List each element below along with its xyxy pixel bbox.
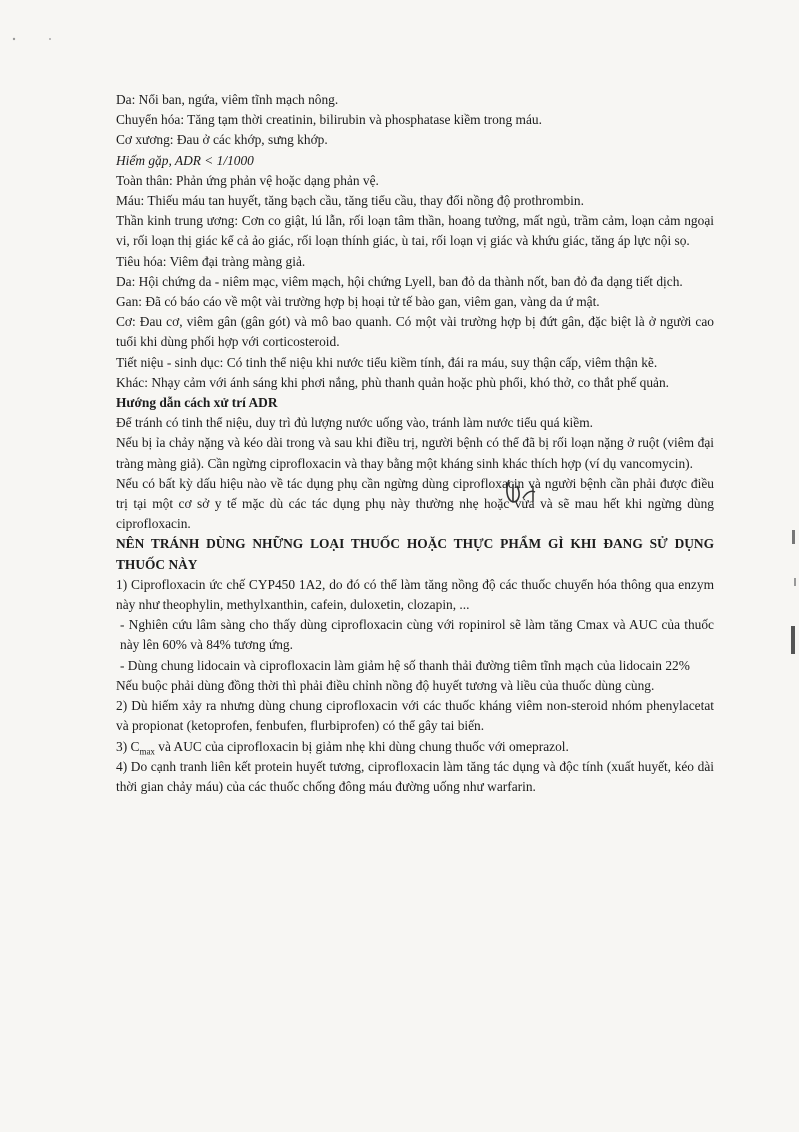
scan-dot-mark xyxy=(10,34,60,44)
text-liver: Gan: Đã có báo cáo về một vài trường hợp bị hoại tử tế bào gan, viêm gan, vàng da ứ mật. xyxy=(116,294,600,310)
text-interaction-2: 2) Dù hiếm xảy ra nhưng dùng chung ciprofloxacin với các thuốc kháng viêm non-steroid nhóm phenylacetat và propionat (ketoprofen, fenbufen, flurbiprofen) có thể gây tai biến. xyxy=(116,698,714,734)
document-page xyxy=(116,90,714,797)
text-muscle: Cơ: Đau cơ, viêm gân (gân gót) và mô bao quanh. Có một vài trường hợp bị đứt gân, đặc biệt là ở người cao tuổi khi dùng phối hợp với corticosteroid. xyxy=(116,314,714,350)
text-cns: Thần kinh trung ương: Cơn co giật, lú lẫn, rối loạn tâm thần, hoang tưởng, mất ngủ, trầm cảm, loạn cảm ngoại vi, rối loạn thị giác kể cả ảo giác, rối loạn thính giác, ù tai, rối loạn vị giác và khứu giác, tăng áp lực nội sọ. xyxy=(116,213,714,249)
text-adr-2: Nếu bị ỉa chảy nặng và kéo dài trong và sau khi điều trị, người bệnh có thể đã bị rối loạn nặng ở ruột (viêm đại tràng màng giả). Cần ngừng ciprofloxacin và thay bằng một kháng sinh khác thích hợp (ví dụ vancomycin). xyxy=(116,435,714,471)
text-metabolism: Chuyển hóa: Tăng tạm thời creatinin, bilirubin và phosphatase kiềm trong máu. xyxy=(116,112,542,128)
text-interaction-1a: - Nghiên cứu lâm sàng cho thấy dùng ciprofloxacin cùng với ropinirol sẽ làm tăng Cmax và AUC của thuốc này lên 60% và 84% tương ứng. xyxy=(120,617,714,653)
text-adr-3: Nếu có bất kỳ dấu hiệu nào về tác dụng phụ cần ngừng dùng ciprofloxacin và người bệnh cần phải được điều trị tại một cơ sở y tế mặc dù các tác dụng phụ này thường nhẹ hoặc vừa và sẽ mau hết khi ngừng dùng ciprofloxacin. xyxy=(116,475,714,532)
text-interaction-4: 4) Do cạnh tranh liên kết protein huyết tương, ciprofloxacin làm tăng tác dụng và độc tính (xuất huyết, kéo dài thời gian chảy máu) của các thuốc chống đông máu đường uống như warfarin. xyxy=(116,758,714,794)
section-heading-avoid: NÊN TRÁNH DÙNG NHỮNG LOẠI THUỐC HOẶC THỰC PHẨM GÌ KHI ĐANG SỬ DỤNG THUỐC NÀY xyxy=(116,536,714,572)
text-skin-rare: Da: Hội chứng da - niêm mạc, viêm mạch, hội chứng Lyell, ban đỏ da thành nốt, ban đỏ đa dạng tiết dịch. xyxy=(116,273,683,289)
text-other: Khác: Nhạy cảm với ánh sáng khi phơi nắng, phù thanh quản hoặc phù phổi, khó thở, co thắt phế quản. xyxy=(116,374,670,390)
text-systemic: Toàn thân: Phản ứng phản vệ hoặc dạng phản vệ. xyxy=(116,172,379,188)
handwritten-signature xyxy=(503,476,545,506)
cmax-prefix: 3) C xyxy=(116,738,140,754)
text-interaction-note: Nếu buộc phải dùng đồng thời thì phải điều chỉnh nồng độ huyết tương và liều của thuốc dùng cùng. xyxy=(116,677,655,693)
text-interaction-1b: - Dùng chung lidocain và ciprofloxacin làm giảm hệ số thanh thải đường tiêm tĩnh mạch của lidocain 22% xyxy=(120,657,690,673)
scan-edge-mark xyxy=(788,530,799,680)
text-skin: Da: Nổi ban, ngứa, viêm tĩnh mạch nông. xyxy=(116,92,339,107)
text-urogenital: Tiết niệu - sinh dục: Có tinh thể niệu khi nước tiểu kiềm tính, đái ra máu, suy thận cấp, viêm thận kẽ. xyxy=(116,354,658,370)
text-digestive: Tiêu hóa: Viêm đại tràng màng giả. xyxy=(116,253,306,269)
section-heading-adr: Hướng dẫn cách xử trí ADR xyxy=(116,395,278,411)
cmax-subscript: max xyxy=(139,746,155,757)
text-rare-subheading: Hiếm gặp, ADR < 1/1000 xyxy=(116,152,254,168)
text-musculoskeletal: Cơ xương: Đau ở các khớp, sưng khớp. xyxy=(116,132,328,148)
cmax-rest: và AUC của ciprofloxacin bị giảm nhẹ khi dùng chung thuốc với omeprazol. xyxy=(154,738,569,754)
text-interaction-3 xyxy=(116,737,714,757)
text-adr-1: Để tránh có tinh thể niệu, duy trì đủ lượng nước uống vào, tránh làm nước tiểu quá kiềm. xyxy=(116,415,593,431)
text-blood: Máu: Thiếu máu tan huyết, tăng bạch cầu, tăng tiểu cầu, thay đổi nồng độ prothrombin. xyxy=(116,193,584,209)
text-interaction-1: 1) Ciprofloxacin ức chế CYP450 1A2, do đó có thể làm tăng nồng độ các thuốc chuyển hóa thông qua enzym này như theophylin, methylxanthin, cafein, duloxetin, clozapin, ... xyxy=(116,576,714,613)
